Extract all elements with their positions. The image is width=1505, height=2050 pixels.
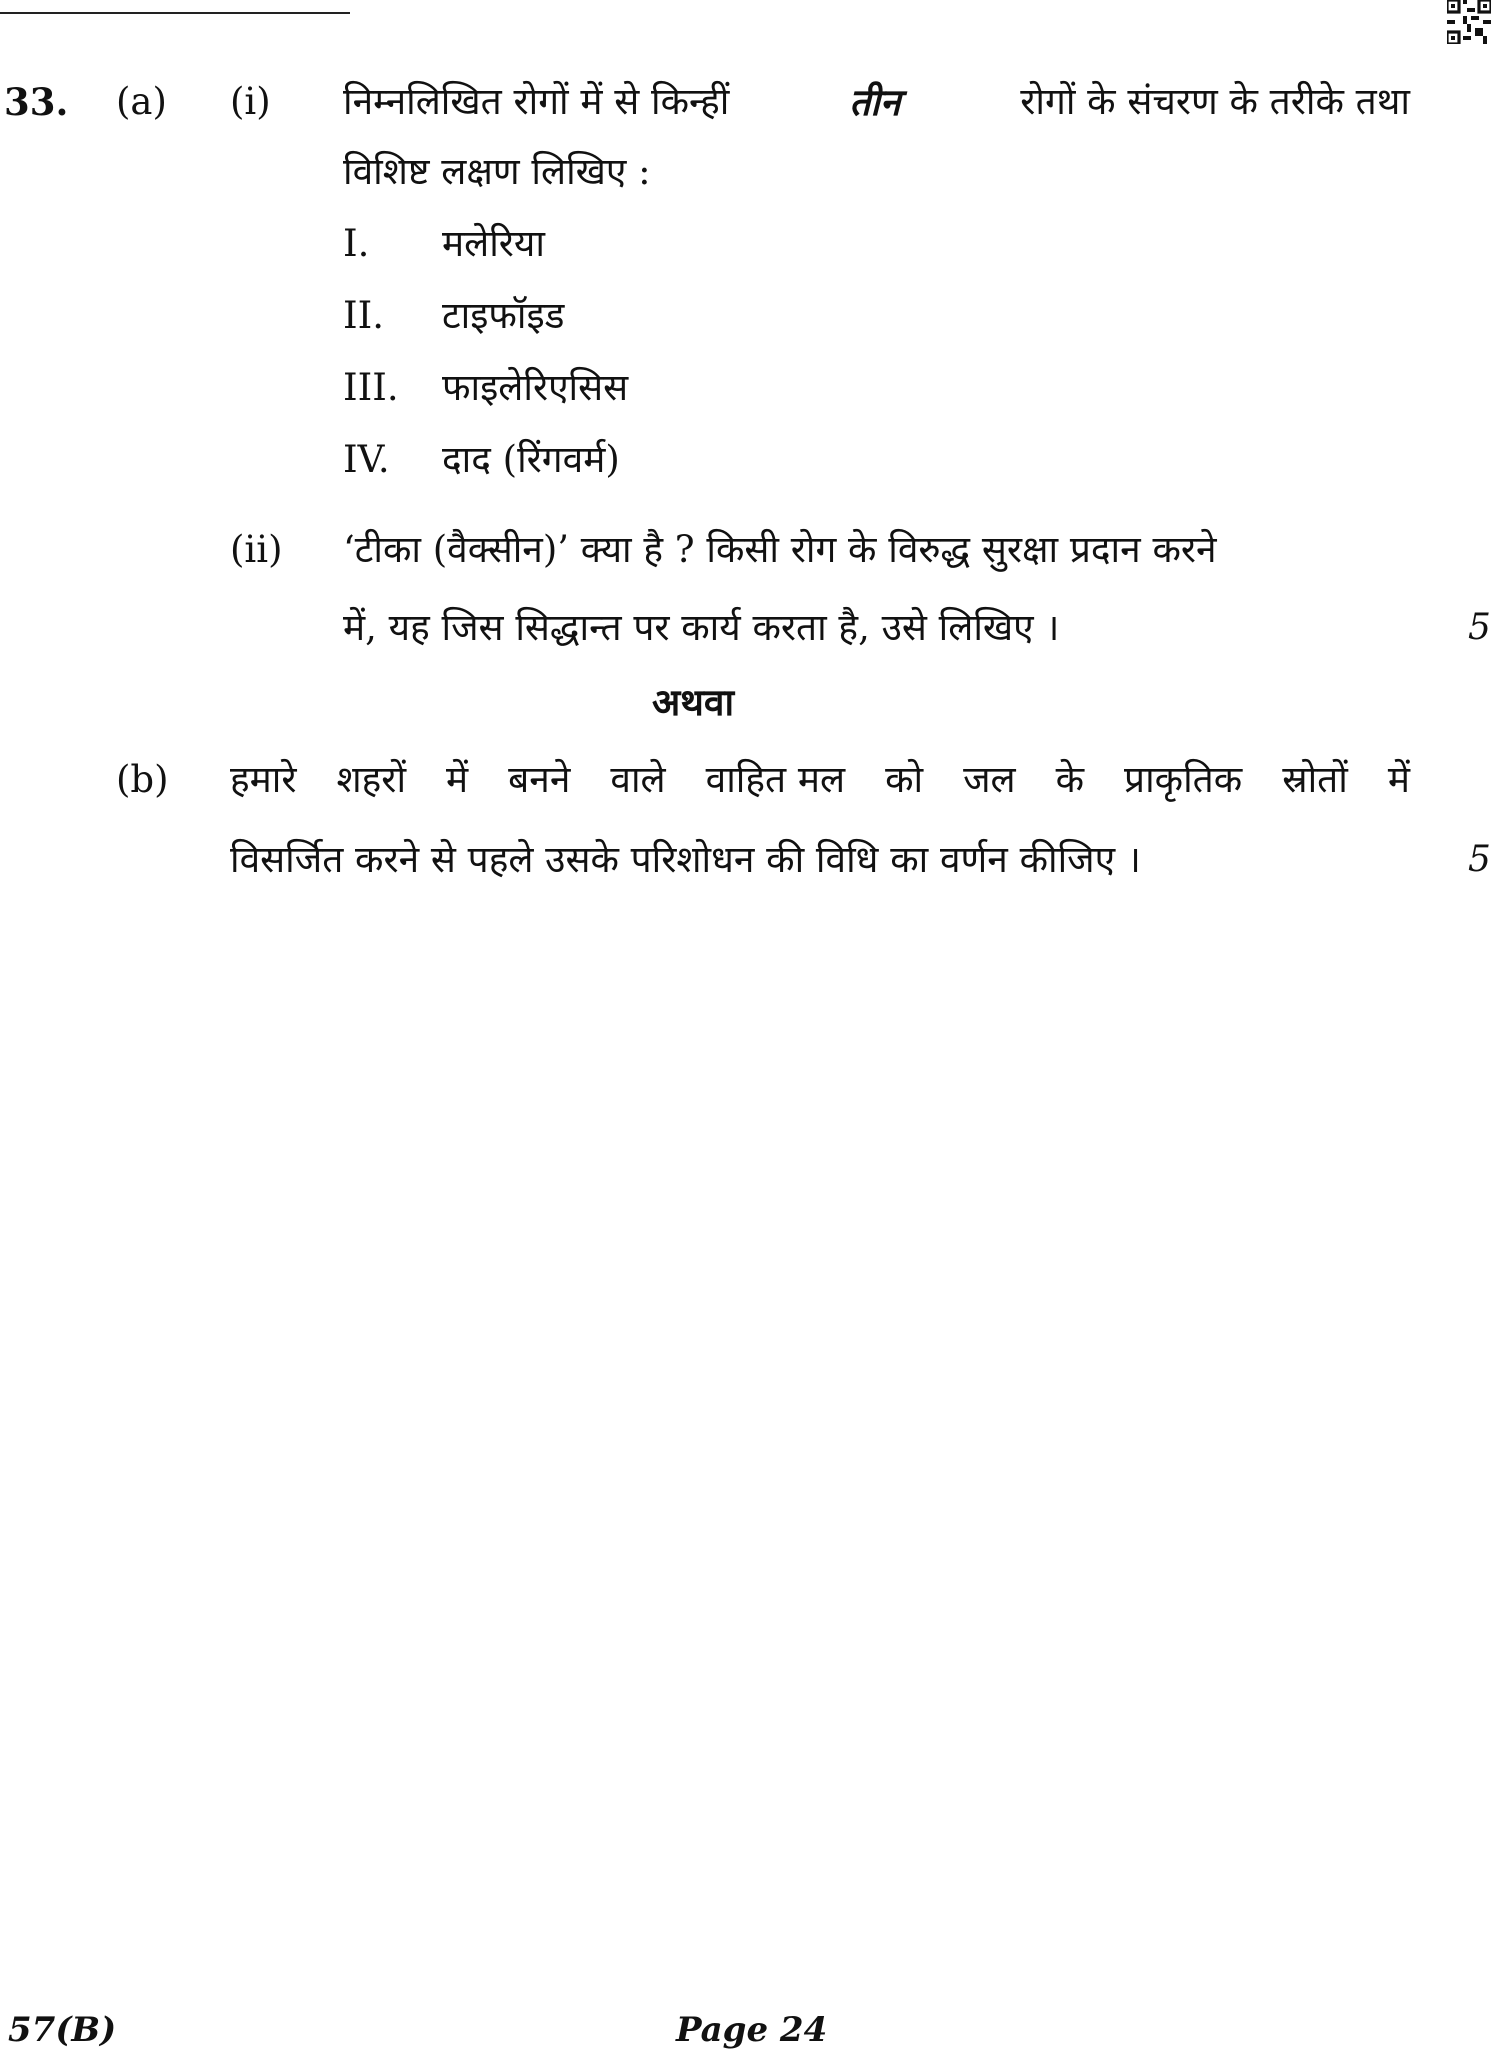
part-b-line-1 (230, 758, 1410, 802)
part-b-word: वाले (610, 758, 666, 801)
footer-page-number: Page 24 (676, 2010, 828, 2050)
part-b-word: में (446, 758, 469, 801)
sub-i-text-before: निम्नलिखित रोगों में से किन्हीं (343, 80, 730, 123)
disease-numeral: I. (343, 222, 370, 265)
part-b-word: को (885, 758, 924, 801)
sub-i-label: (i) (230, 80, 271, 123)
sub-ii-label: (ii) (230, 528, 283, 571)
part-b-line-2: विसर्जित करने से पहले उसके परिशोधन की विधि का वर्णन कीजिए । (230, 838, 1141, 881)
part-b-word: के (1055, 758, 1085, 801)
disease-name: फाइलेरिएसिस (442, 366, 629, 409)
part-b-word: हमारे (230, 758, 297, 801)
sub-ii-line-1: ‘टीका (वैक्सीन)’ क्या है ? किसी रोग के विरुद्ध सुरक्षा प्रदान करने (343, 528, 1217, 571)
top-rule (0, 12, 350, 14)
part-a-label: (a) (116, 80, 167, 123)
sub-i-line-2: विशिष्ट लक्षण लिखिए : (343, 150, 651, 193)
part-b-word: जल (963, 758, 1016, 801)
disease-numeral: III. (343, 366, 399, 409)
or-heading: अथवा (652, 680, 735, 724)
marks-a: 5 (1468, 607, 1491, 648)
part-b-word: वाहित मल (705, 758, 846, 801)
qr-code-icon (1447, 0, 1491, 44)
sub-i-line-1 (343, 80, 1410, 124)
sub-i-text-after: रोगों के संचरण के तरीके तथा (1020, 80, 1410, 123)
disease-numeral: II. (343, 294, 384, 337)
part-b-word: स्रोतों (1282, 758, 1348, 801)
footer-paper-code: 57(B) (8, 2010, 117, 2050)
part-b-label: (b) (116, 758, 169, 801)
disease-name: मलेरिया (442, 222, 545, 265)
part-b-word: में (1387, 758, 1410, 801)
part-b-word: शहरों (336, 758, 407, 801)
sub-ii-line-2: में, यह जिस सिद्धान्त पर कार्य करता है, उसे लिखिए । (343, 606, 1060, 649)
question-number: 33. (4, 80, 69, 124)
disease-numeral: IV. (343, 438, 390, 481)
part-b-word: बनने (508, 758, 571, 801)
disease-name: टाइफॉइड (442, 294, 565, 337)
disease-name: दाद (रिंगवर्म) (442, 438, 620, 481)
marks-b: 5 (1468, 839, 1491, 880)
sub-i-emphasis: तीन (849, 80, 901, 124)
part-b-word: प्राकृतिक (1124, 758, 1243, 801)
